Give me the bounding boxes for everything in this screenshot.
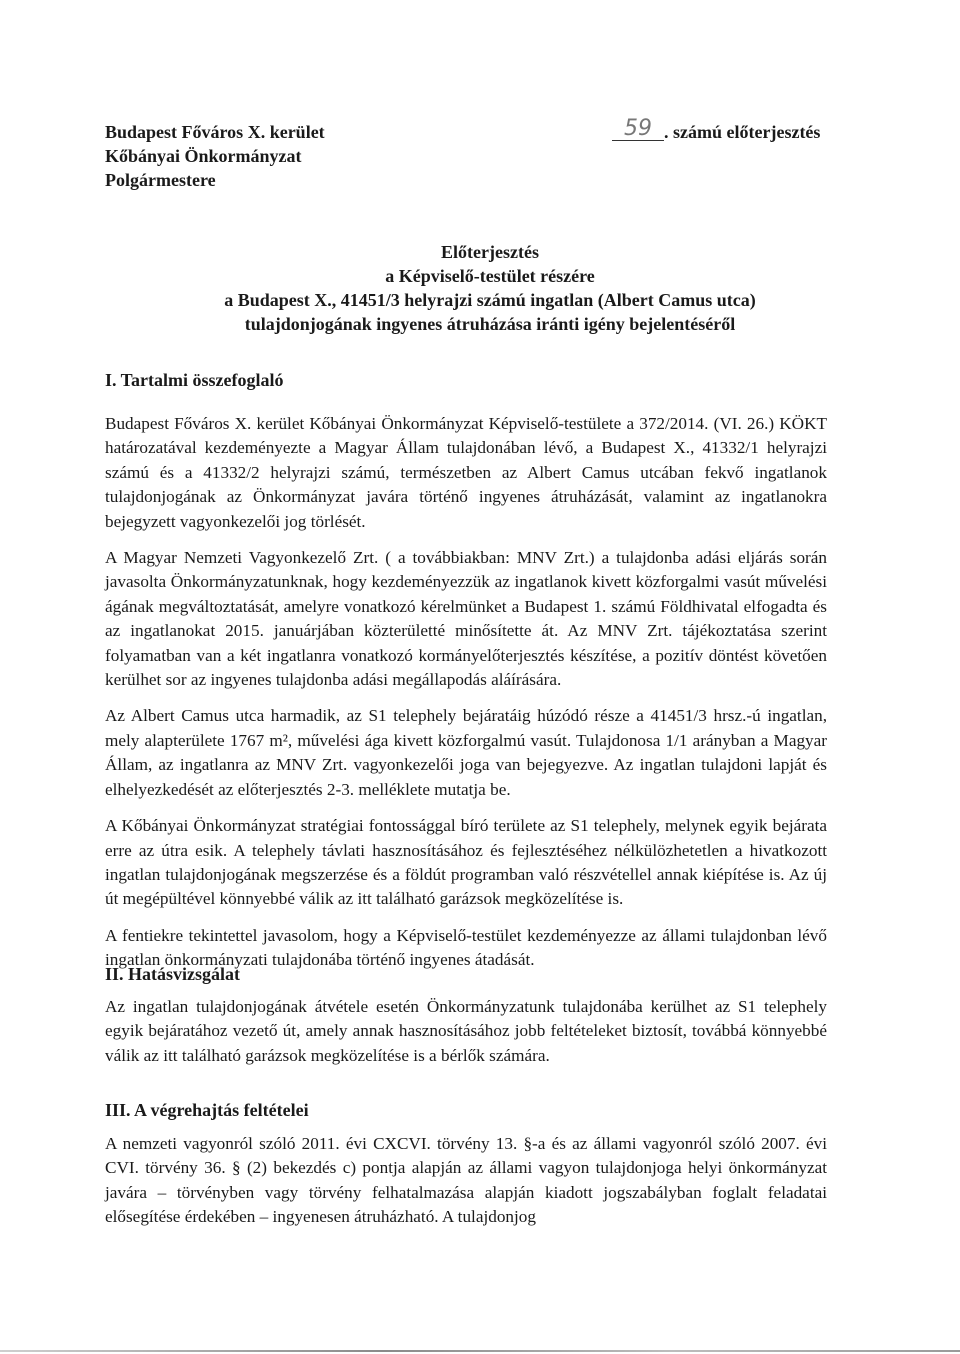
issuer-line-3: Polgármestere (105, 170, 216, 190)
section-2-heading: II. Hatásvizsgálat (105, 964, 240, 984)
paragraph: A fentiekre tekintettel javasolom, hogy a Képviselő-testület kezdeményezze az állami tulajdonban lévő ingatlan önkormányzati tulajdonába történő ingyenes átadását. (105, 925, 827, 970)
handwritten-proposal-number: 59 (612, 118, 664, 141)
paragraph: A Magyar Nemzeti Vagyonkezelő Zrt. ( a továbbiakban: MNV Zrt.) a tulajdonba adási eljárás során javasolta Önkormányzatunknak, hogy kezdeményezzük az ingatlanok kivett közforgalmi vasút művelési ágának megváltoztatását, amelyre vonatkozó kérelmünket a Budapest 1. számú Földhivatal elfogadta és az ingatlanokat 2015. januárjában közterületté minősítette át. Az MNV Zrt. tájékoztatása szerint folyamatban van a két ingatlanra vonatkozó kormányelőterjesztés készítése, a pozitív döntést követően kerülhet sor az ingyenes tulajdonba adási megállapodás aláírására. (105, 548, 827, 690)
document-title (150, 240, 830, 336)
paragraph: A Kőbányai Önkormányzat stratégiai fontossággal bíró területe az S1 telephely, melynek egyik bejárata erre az útra esik. A telephely távlati hasznosításához és fejlesztéséhez nélkülözhetetlen a hivatkozott ingatlan tulajdonjogának megszerzése és a földút programban való részvétellel annak kiépítése is. Az új út megépültével könnyebbé válik az itt található garázsok megközelítése is. (105, 816, 827, 909)
paragraph: Az Albert Camus utca harmadik, az S1 telephely bejáratáig húzódó része a 41451/3 hrsz.-ú ingatlan, mely alapterülete 1767 m², művelési ága kivett közforgalmú vasút. Tulajdonosa 1/1 arányban a Magyar Állam, az ingatlanra az MNV Zrt. vagyonkezelői joga van bejegyezve. Az ingatlan tulajdoni lapját és elhelyezkedését az előterjesztés 2-3. melléklete mutatja be. (105, 706, 827, 799)
paragraph: Budapest Főváros X. kerület Kőbányai Önkormányzat Képviselő-testülete a 372/2014. (VI. 26.) KÖKT határozatával kezdeményezte a Magyar Állam tulajdonában lévő, a Budapest X., 41332/1 helyrajzi számú és a 41332/2 helyrajzi számú, természetben az Albert Camus utcában fekvő ingatlanok tulajdonjogának az Önkormányzat javára történő ingyenes átruházását, valamint az ingatlanokra bejegyzett vagyonkezelői jog törlését. (105, 414, 827, 531)
section-2-body (105, 995, 827, 1080)
title-line-1: Előterjesztés (441, 242, 539, 262)
issuer-block (105, 120, 325, 192)
proposal-number-line (612, 116, 821, 144)
title-line-4: tulajdonjogának ingyenes átruházása iránti igény bejelentéséről (244, 314, 736, 334)
section-3-heading: III. A végrehajtás feltételei (105, 1100, 309, 1120)
issuer-line-2: Kőbányai Önkormányzat (105, 146, 302, 166)
proposal-number-suffix: . számú előterjesztés (664, 122, 821, 142)
title-line-2: a Képviselő-testület részére (385, 266, 595, 286)
paragraph: A nemzeti vagyonról szóló 2011. évi CXCVI. törvény 13. §-a és az állami vagyonról szóló 2007. évi CVI. törvény 36. § (2) bekezdés c) pontja alapján az állami vagyon tulajdonjoga helyi önkormányzat javára – törvényben vagy törvény felhatalmazása alapján kiadott jogszabályban foglalt feladatai elősegítése érdekében – ingyenesen átruházható. A tulajdonjog (105, 1134, 827, 1227)
section-1-heading: I. Tartalmi összefoglaló (105, 370, 284, 390)
section-3-body (105, 1132, 827, 1242)
section-1-body (105, 412, 827, 985)
title-line-3: a Budapest X., 41451/3 helyrajzi számú ingatlan (Albert Camus utca) (224, 290, 756, 310)
paragraph: Az ingatlan tulajdonjogának átvétele esetén Önkormányzatunk tulajdonába kerülhet az S1 telephely egyik bejáratához vezető út, amely annak hasznosításához jobb feltételeket biztosít, továbbá könnyebbé válik az itt található garázsok megközelítése is a bérlők számára. (105, 997, 827, 1065)
issuer-line-1: Budapest Főváros X. kerület (105, 122, 325, 142)
scan-edge-line (0, 1350, 960, 1352)
